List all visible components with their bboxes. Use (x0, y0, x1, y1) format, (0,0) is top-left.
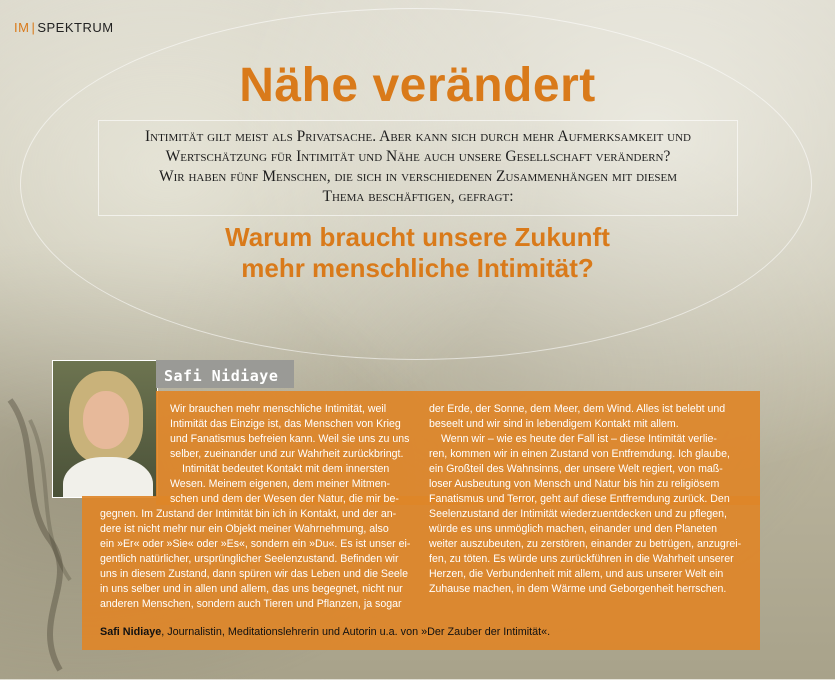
text-line: dere ist nicht mehr nur ein Objekt meiner Wahrnehmung, also (100, 523, 389, 535)
text-line: Wir brauchen mehr menschliche Intimität, weil (170, 403, 387, 415)
section-name: SPEKTRUM (37, 20, 114, 35)
text-line: uns in diesem Zustand, dann spüren wir das Leben und die Seele (100, 568, 409, 580)
text-line: Wesen. Meinem eigenen, dem meiner Mitmen- (170, 478, 391, 490)
text-line: anderen Menschen, sondern auch Tieren und Pflanzen, ja sogar (100, 598, 402, 610)
text-line: Intimität bedeutet Kontakt mit dem innersten (182, 463, 390, 475)
text-line: Zuhause machen, in dem Wärme und Geborgenheit herrschen. (429, 583, 727, 595)
text-line: weiter auszubeuten, zu zerstören, einander zu betrügen, anzugrei- (429, 538, 742, 550)
text-line: loser Ausbeutung von Mensch und Natur bis hin zu religiösem (429, 478, 720, 490)
author-name: Safi Nidiaye (100, 626, 162, 638)
text-line: der Erde, der Sonne, dem Meer, dem Wind. Alles ist belebt und (429, 403, 726, 415)
section-separator: | (31, 20, 36, 35)
question-heading (0, 222, 835, 284)
text-line: gentlich natürlicher, ursprünglicher Seelenzustand. Befinden wir (100, 553, 399, 565)
text-line: ein »Er« oder »Sie« oder »Es«, sondern ein »Du«. Es ist unser ei- (100, 538, 411, 550)
text-line: fen, zu töten. Es würde uns zurückführen in die Wahrheit unserer (429, 553, 734, 565)
text-line: ren, kommen wir in einen Zustand von Entfremdung. Ich glaube, (429, 448, 730, 460)
text-line: gegnen. Im Zustand der Intimität bin ich in Kontakt, und der an- (100, 508, 397, 520)
text-line: würde es uns unmöglich machen, einander und den Planeten (429, 523, 717, 535)
author-credit (100, 626, 550, 638)
page-title: Nähe verändert (239, 59, 596, 112)
text-line: Wenn wir – wie es heute der Fall ist – diese Intimität verlie- (441, 433, 717, 445)
question-line: Warum braucht unsere Zukunft (225, 222, 610, 252)
text-line: Intimität das Einzige ist, das Menschen von Krieg (170, 418, 401, 430)
intro-line: Wir haben fünf Menschen, die sich in verschiedenen Zusammenhängen mit diesem (158, 168, 678, 185)
intro-text (98, 127, 738, 207)
intro-line: Intimität gilt meist als Privatsache. Aber kann sich durch mehr Aufmerksamkeit und (144, 128, 692, 145)
text-line: beseelt und wir sind in lebendigem Kontakt mit allem. (429, 418, 679, 430)
section-label (14, 20, 114, 35)
person-name: Safi Nidiaye (164, 367, 279, 385)
text-line: schen und dem der Wesen der Natur, die mir be- (170, 493, 399, 505)
author-bio: , Journalistin, Meditationslehrerin und Autorin u.a. von »Der Zauber der Intimität«. (161, 626, 551, 638)
text-line: Seelenzustand der Intimität wiederzuentdecken und zu pflegen, (429, 508, 727, 520)
text-line: Fanatismus und Terror, geht auf diese Entfremdung zurück. Den (429, 493, 730, 505)
text-line: selber, zueinander und zur Wahrheit zurückbringt. (170, 448, 404, 460)
author-photo (52, 360, 158, 498)
text-line: Herzen, die Verbundenheit mit allem, und aus unserer Welt ein (429, 568, 724, 580)
text-line: ein Großteil des Wahnsinns, der unsere Welt regiert, von maß- (429, 463, 723, 475)
section-prefix: IM (14, 20, 30, 35)
intro-line: Thema beschäftigen, gefragt: (322, 188, 514, 205)
question-line: mehr menschliche Intimität? (241, 253, 594, 283)
intro-line: Wertschätzung für Intimität und Nähe auch unsere Gesellschaft verändern? (165, 148, 671, 165)
text-line: in uns selber und in allen und allem, das uns begegnet, nicht nur (100, 583, 403, 595)
text-line: und Fanatismus befreien kann. Weil sie uns zu uns (170, 433, 410, 445)
